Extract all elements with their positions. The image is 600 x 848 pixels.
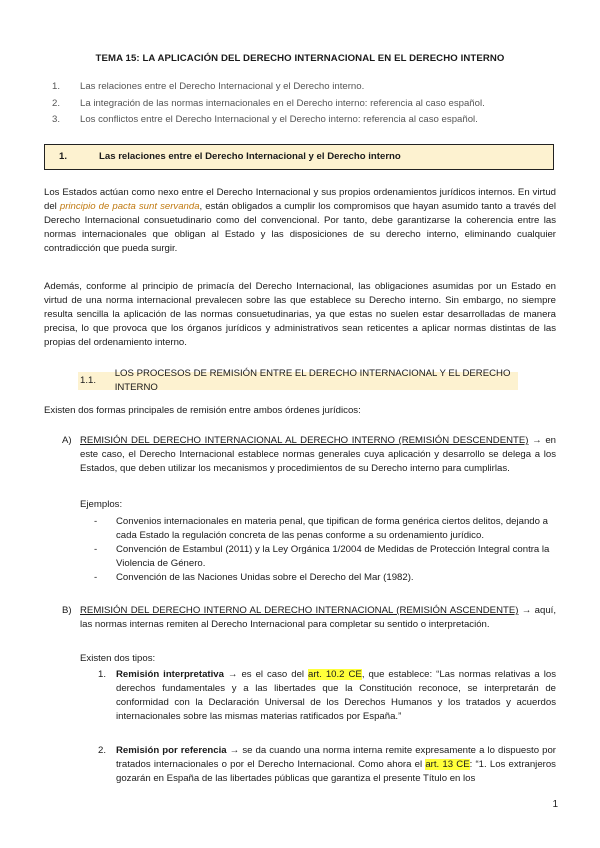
list-item: [80, 571, 556, 585]
text-run: , están obligados a cumplir los compromisos que hayan asumido tanto a través del Derecho Internacional consuetudinario como del convencional. Por tanto, debe garantizarse la coherencia entre las normas internacionales que obligan al Estado y las disposiciones de su derecho interno, eliminando cualquier contradicción que pueda surgir.: [44, 201, 556, 254]
toc-item: [52, 113, 552, 130]
type-item-interpretativa: [98, 668, 556, 724]
type-item-referencia: [98, 744, 556, 786]
subsection-heading: [78, 368, 518, 393]
block-body: [80, 604, 556, 632]
toc-item: [52, 97, 552, 114]
types-label: Existen dos tipos:: [80, 653, 156, 664]
text-run: → es el caso del: [223, 669, 309, 680]
list-item: [80, 543, 556, 571]
subsection-number: 1.1.: [80, 375, 97, 386]
table-of-contents: [52, 80, 552, 130]
block-letter: B): [62, 605, 72, 616]
toc-text: La integración de las normas internacionales en el Derecho interno: referencia al caso español.: [80, 97, 485, 109]
block-heading: REMISIÓN DEL DERECHO INTERNO AL DERECHO INTERNACIONAL (REMISIÓN ASCENDENTE): [80, 605, 519, 616]
dash-bullet: -: [94, 572, 98, 583]
type-number: 1.: [98, 669, 107, 680]
examples-label: Ejemplos:: [80, 499, 123, 510]
pacta-sunt-servanda-term: principio de pacta sunt servanda: [59, 201, 200, 212]
list-item: [80, 515, 556, 543]
toc-number: 1.: [52, 81, 61, 92]
type-number: 2.: [98, 745, 107, 756]
toc-number: 3.: [52, 114, 61, 125]
toc-text: Los conflictos entre el Derecho Internacional y el Derecho interno: referencia al caso español.: [80, 114, 478, 125]
text-run: Los Estados actúan como nexo entre el Derecho Internacional y sus propios ordenamientos jurídicos internos. En virtud del: [44, 187, 556, 212]
block-letter: A): [62, 435, 72, 446]
examples-list: [80, 515, 556, 585]
toc-number: 2.: [52, 97, 61, 109]
type-text: [116, 668, 556, 724]
dash-bullet: -: [94, 516, 98, 527]
toc-item: [52, 80, 552, 97]
toc-text: Las relaciones entre el Derecho Internacional y el Derecho interno.: [80, 81, 365, 92]
remission-block-b: [62, 604, 556, 632]
block-heading: REMISIÓN DEL DERECHO INTERNACIONAL AL DERECHO INTERNO (REMISIÓN DESCENDENTE): [80, 435, 529, 446]
block-text: → aquí, las normas internas remiten al Derecho Internacional para completar su sentido o interpretación.: [80, 605, 556, 630]
examples-section: [80, 498, 556, 585]
highlighted-article: art. 10.2 CE: [308, 669, 362, 680]
paragraph-remission-intro: Existen dos formas principales de remisión entre ambos órdenes jurídicos:: [44, 405, 361, 416]
block-text: → en este caso, el Derecho Internacional establece normas generales cuya aplicación y desarrollo se delega a los Estados, que deben utilizar los mecanismos y procedimientos de su Derecho interno para cumplirlas.: [80, 435, 556, 474]
highlighted-article: art. 13 CE: [425, 759, 470, 770]
section-heading: [44, 144, 554, 170]
type-term: Remisión por referencia: [116, 745, 227, 756]
remission-block-a: [62, 434, 556, 476]
list-item-text: Convención de Estambul (2011) y la Ley Orgánica 1/2004 de Medidas de Protección Integral contra la Violencia de Género.: [116, 544, 550, 569]
list-item-text: Convención de las Naciones Unidas sobre el Derecho del Mar (1982).: [116, 572, 414, 583]
dash-bullet: -: [94, 544, 98, 555]
paragraph-intro: [44, 186, 556, 256]
section-number: 1.: [59, 151, 68, 162]
type-text: [116, 744, 556, 786]
subsection-title: LOS PROCESOS DE REMISIÓN ENTRE EL DERECHO INTERNACIONAL Y EL DERECHO INTERNO: [114, 368, 511, 393]
document-title: TEMA 15: LA APLICACIÓN DEL DERECHO INTERNACIONAL EN EL DERECHO INTERNO: [95, 53, 505, 64]
type-term: Remisión interpretativa: [116, 669, 224, 680]
paragraph-primacy: Además, conforme al principio de primacía del Derecho Internacional, las obligaciones asumidas por un Estado en virtud de una norma internacional prevalecen sobre las que establece su Derecho interno. Sin embargo, no siempre resulta sencilla la aplicación de las normas consuetudinarias, ya que estas no suelen estar desarrolladas de manera precisa, lo que provoca que los órganos jurídicos y administrativos sean reticentes a aplicar normas distintas de las propias del ordenamiento interno.: [44, 281, 556, 348]
text-run: : “1. Los extranjeros gozarán en España de las libertades públicas que garantiza el presente Título en los: [116, 759, 556, 784]
text-run: , que establece: “Las normas relativas a los derechos fundamentales y a las libertades que la Constitución reconoce, se interpretarán de conformidad con la Declaración Universal de los Derechos Humanos y los tratados y acuerdos internacionales sobre las mismas materias ratificados por España.”: [116, 669, 556, 722]
block-body: [80, 434, 556, 476]
list-item-text: Convenios internacionales en materia penal, que tipifican de forma genérica ciertos delitos, dejando a cada Estado la regulación concreta de las penas conforme a su ordenamiento jurídico.: [116, 516, 548, 541]
section-title: Las relaciones entre el Derecho Internacional y el Derecho interno: [99, 151, 401, 162]
text-run: → se da cuando una norma interna remite expresamente a lo dispuesto por tratados internacionales o por el Derecho Internacional. Como ahora el: [116, 745, 556, 770]
page-number: 1: [552, 799, 558, 810]
